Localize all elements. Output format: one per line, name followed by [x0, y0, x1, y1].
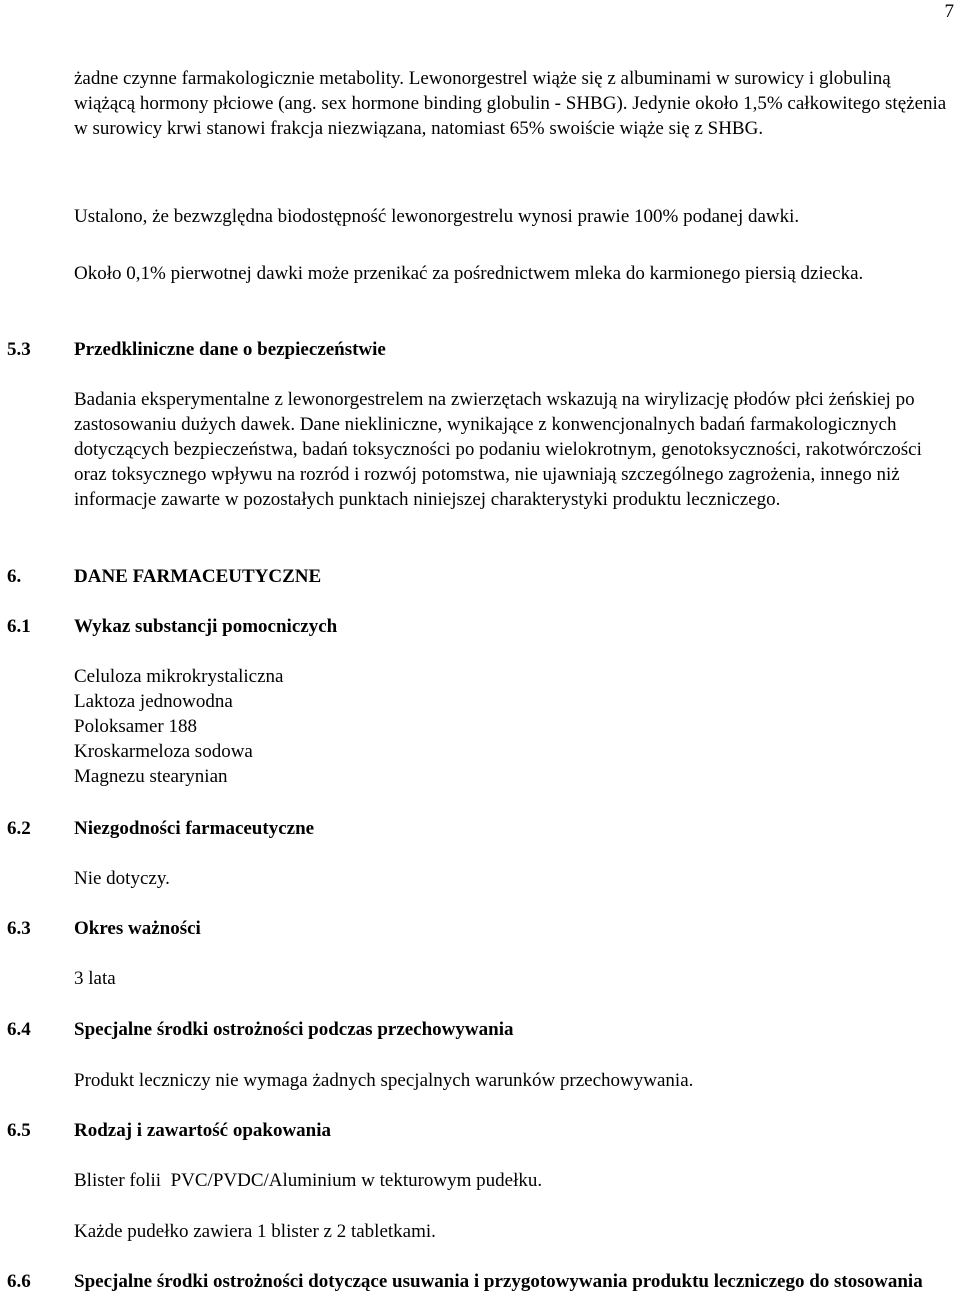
list-item: Celuloza mikrokrystaliczna: [74, 666, 284, 687]
section-number: 6.5: [7, 1120, 31, 1141]
section-6-1-heading: [7, 614, 337, 639]
list-item: Magnezu stearynian: [74, 766, 228, 787]
section-6-4-body: Produkt leczniczy nie wymaga żadnych specjalnych warunków przechowywania.: [74, 1070, 694, 1091]
section-6-6-heading: [7, 1269, 957, 1294]
section-6-2-heading: [7, 816, 314, 841]
section-number: 6.4: [7, 1019, 31, 1040]
section-title: Przedkliniczne dane o bezpieczeństwie: [74, 339, 386, 360]
section-6-5-body-2: Każde pudełko zawiera 1 blister z 2 tabletkami.: [74, 1221, 436, 1242]
intro-paragraph-2: Ustalono, że bezwzględna biodostępność lewonorgestrelu wynosi prawie 100% podanej dawki.: [74, 206, 800, 227]
list-item: Laktoza jednowodna: [74, 691, 233, 712]
section-number: 6.2: [7, 818, 31, 839]
section-5-3-body: Badania eksperymentalne z lewonorgestrelem na zwierzętach wskazują na wirylizację płodów płci żeńskiej po zastosowaniu dużych dawek. Dane niekliniczne, wynikające z konwencjonalnych badań farmakologicznych dotyczących bezpieczeństwa, badań toksyczności po podaniu wielokrotnym, genotoksyczności, rakotwórczości oraz toksycznego wpływu na rozród i rozwój potomstwa, nie ujawniają szczególnego zagrożenia, innego niż informacje zawarte w pozostałych punktach niniejszej charakterystyki produktu leczniczego.: [74, 389, 922, 510]
section-number: 6.1: [7, 616, 31, 637]
section-number: 5.3: [7, 339, 31, 360]
section-title: Specjalne środki ostrożności podczas przechowywania: [74, 1019, 514, 1040]
section-title: Specjalne środki ostrożności dotyczące usuwania i przygotowywania produktu leczniczego do stosowania: [74, 1271, 923, 1292]
section-6-3-heading: [7, 916, 201, 941]
list-item: Poloksamer 188: [74, 716, 197, 737]
intro-paragraph-1: żadne czynne farmakologicznie metabolity. Lewonorgestrel wiąże się z albuminami w surowicy i globuliną wiążącą hormony płciowe (ang. sex hormone binding globulin - SHBG). Jedynie około 1,5% całkowitego stężenia w surowicy krwi stanowi frakcja niezwiązana, natomiast 65% swoiście wiąże się z SHBG.: [74, 68, 947, 139]
section-6-5-body-1: Blister folii PVC/PVDC/Aluminium w tekturowym pudełku.: [74, 1170, 543, 1191]
intro-paragraph-3: Około 0,1% pierwotnej dawki może przenikać za pośrednictwem mleka do karmionego piersią dziecka.: [74, 263, 864, 284]
section-number: 6.3: [7, 918, 31, 939]
section-6-4-heading: [7, 1017, 513, 1042]
section-number: 6.: [7, 566, 22, 587]
section-title: Niezgodności farmaceutyczne: [74, 818, 315, 839]
section-title: Okres ważności: [74, 918, 201, 939]
list-item: Kroskarmeloza sodowa: [74, 741, 253, 762]
section-6-heading: [7, 564, 321, 589]
section-title: Rodzaj i zawartość opakowania: [74, 1120, 332, 1141]
section-number: 6.6: [7, 1271, 31, 1292]
page-number: 7: [944, 1, 954, 22]
section-6-2-body: Nie dotyczy.: [74, 868, 170, 889]
section-6-5-heading: [7, 1118, 331, 1143]
section-title: Wykaz substancji pomocniczych: [74, 616, 338, 637]
excipients-list: [74, 664, 954, 789]
section-title: DANE FARMACEUTYCZNE: [74, 566, 322, 587]
section-6-3-body: 3 lata: [74, 968, 116, 989]
section-5-3-heading: [7, 337, 386, 362]
